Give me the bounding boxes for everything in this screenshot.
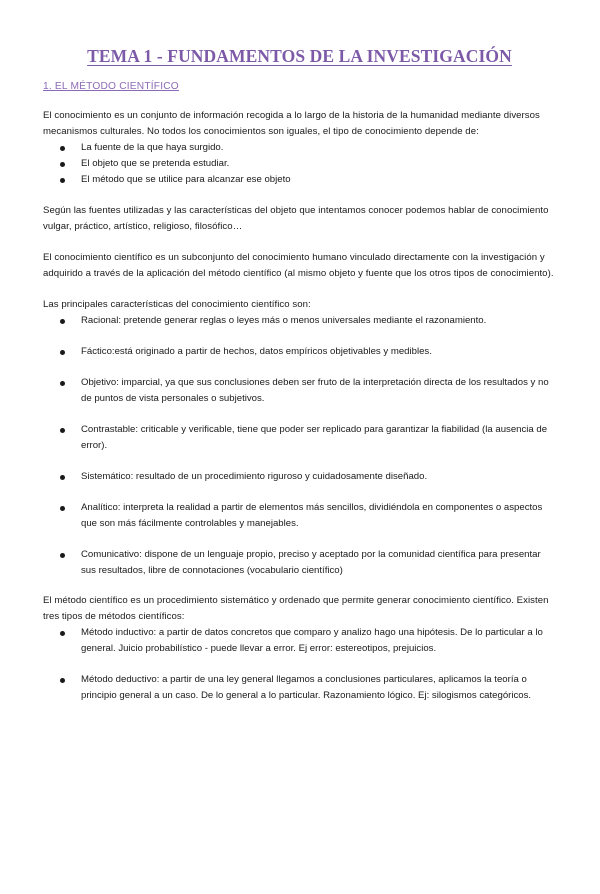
list-item: Analítico: interpreta la realidad a partir de elementos más sencillos, dividiéndola en componentes o aspectos que son más fácilmente controlables y manejables. bbox=[43, 500, 556, 532]
methods-list bbox=[43, 625, 556, 704]
intro-paragraph: El conocimiento es un conjunto de información recogida a lo largo de la historia de la humanidad mediante diversos mecanismos culturales. No todos los conocimientos son iguales, el tipo de conocimiento depende de: bbox=[43, 110, 540, 137]
list-item: Objetivo: imparcial, ya que sus conclusiones deben ser fruto de la interpretación directa de los resultados y no de puntos de vista personales o subjetivos. bbox=[43, 375, 556, 407]
bullet-icon bbox=[60, 178, 65, 183]
bullet-icon bbox=[60, 162, 65, 167]
bullet-icon bbox=[60, 350, 65, 355]
bullet-icon bbox=[60, 506, 65, 511]
list-item: El método que se utilice para alcanzar ese objeto bbox=[43, 172, 556, 188]
bullet-icon bbox=[60, 678, 65, 683]
characteristics-intro: Las principales características del conocimiento científico son: bbox=[43, 299, 311, 310]
bullet-icon bbox=[60, 428, 65, 433]
list-item: Método inductivo: a partir de datos concretos que comparo y analizo hago una hipótesis. De lo particular a lo general. Juicio probabilístico - puede llevar a error. Ej error: estereotipos, prejuicios. bbox=[43, 625, 556, 657]
bullet-icon bbox=[60, 146, 65, 151]
list-item: La fuente de la que haya surgido. bbox=[43, 140, 556, 156]
types-paragraph: Según las fuentes utilizadas y las características del objeto que intentamos conocer podemos hablar de conocimiento vulgar, práctico, artístico, religioso, filosófico… bbox=[43, 205, 549, 232]
list-item: Sistemático: resultado de un procedimiento riguroso y cuidadosamente diseñado. bbox=[43, 469, 556, 485]
depends-on-list bbox=[43, 140, 556, 188]
bullet-icon bbox=[60, 631, 65, 636]
list-item: Comunicativo: dispone de un lenguaje propio, preciso y aceptado por la comunidad científica para presentar sus resultados, libre de connotaciones (vocabulario científico) bbox=[43, 547, 556, 579]
list-item: Racional: pretende generar reglas o leyes más o menos universales mediante el razonamiento. bbox=[43, 313, 556, 329]
list-item: El objeto que se pretenda estudiar. bbox=[43, 156, 556, 172]
section-heading: 1. EL MÉTODO CIENTÍFICO bbox=[43, 81, 179, 92]
bullet-icon bbox=[60, 319, 65, 324]
scientific-paragraph: El conocimiento científico es un subconjunto del conocimiento humano vinculado directamente con la investigación y adquirido a través de la aplicación del método científico (al mismo objeto y fuente que los otros tipos de conocimiento). bbox=[43, 252, 554, 279]
bullet-icon bbox=[60, 475, 65, 480]
method-paragraph: El método científico es un procedimiento sistemático y ordenado que permite generar conocimiento científico. Existen tres tipos de métodos científicos: bbox=[43, 595, 549, 622]
page-title: TEMA 1 - FUNDAMENTOS DE LA INVESTIGACIÓN bbox=[87, 46, 512, 66]
list-item: Fáctico:está originado a partir de hechos, datos empíricos objetivables y medibles. bbox=[43, 344, 556, 360]
list-item: Método deductivo: a partir de una ley general llegamos a conclusiones particulares, aplicamos la teoría o principio general a un caso. De lo general a lo particular. Razonamiento lógico. Ej: silogismos categóricos. bbox=[43, 672, 556, 704]
characteristics-list bbox=[43, 313, 556, 579]
list-item: Contrastable: criticable y verificable, tiene que poder ser replicado para garantizar la fiabilidad (la ausencia de error). bbox=[43, 422, 556, 454]
bullet-icon bbox=[60, 381, 65, 386]
document-page bbox=[0, 46, 600, 894]
bullet-icon bbox=[60, 553, 65, 558]
